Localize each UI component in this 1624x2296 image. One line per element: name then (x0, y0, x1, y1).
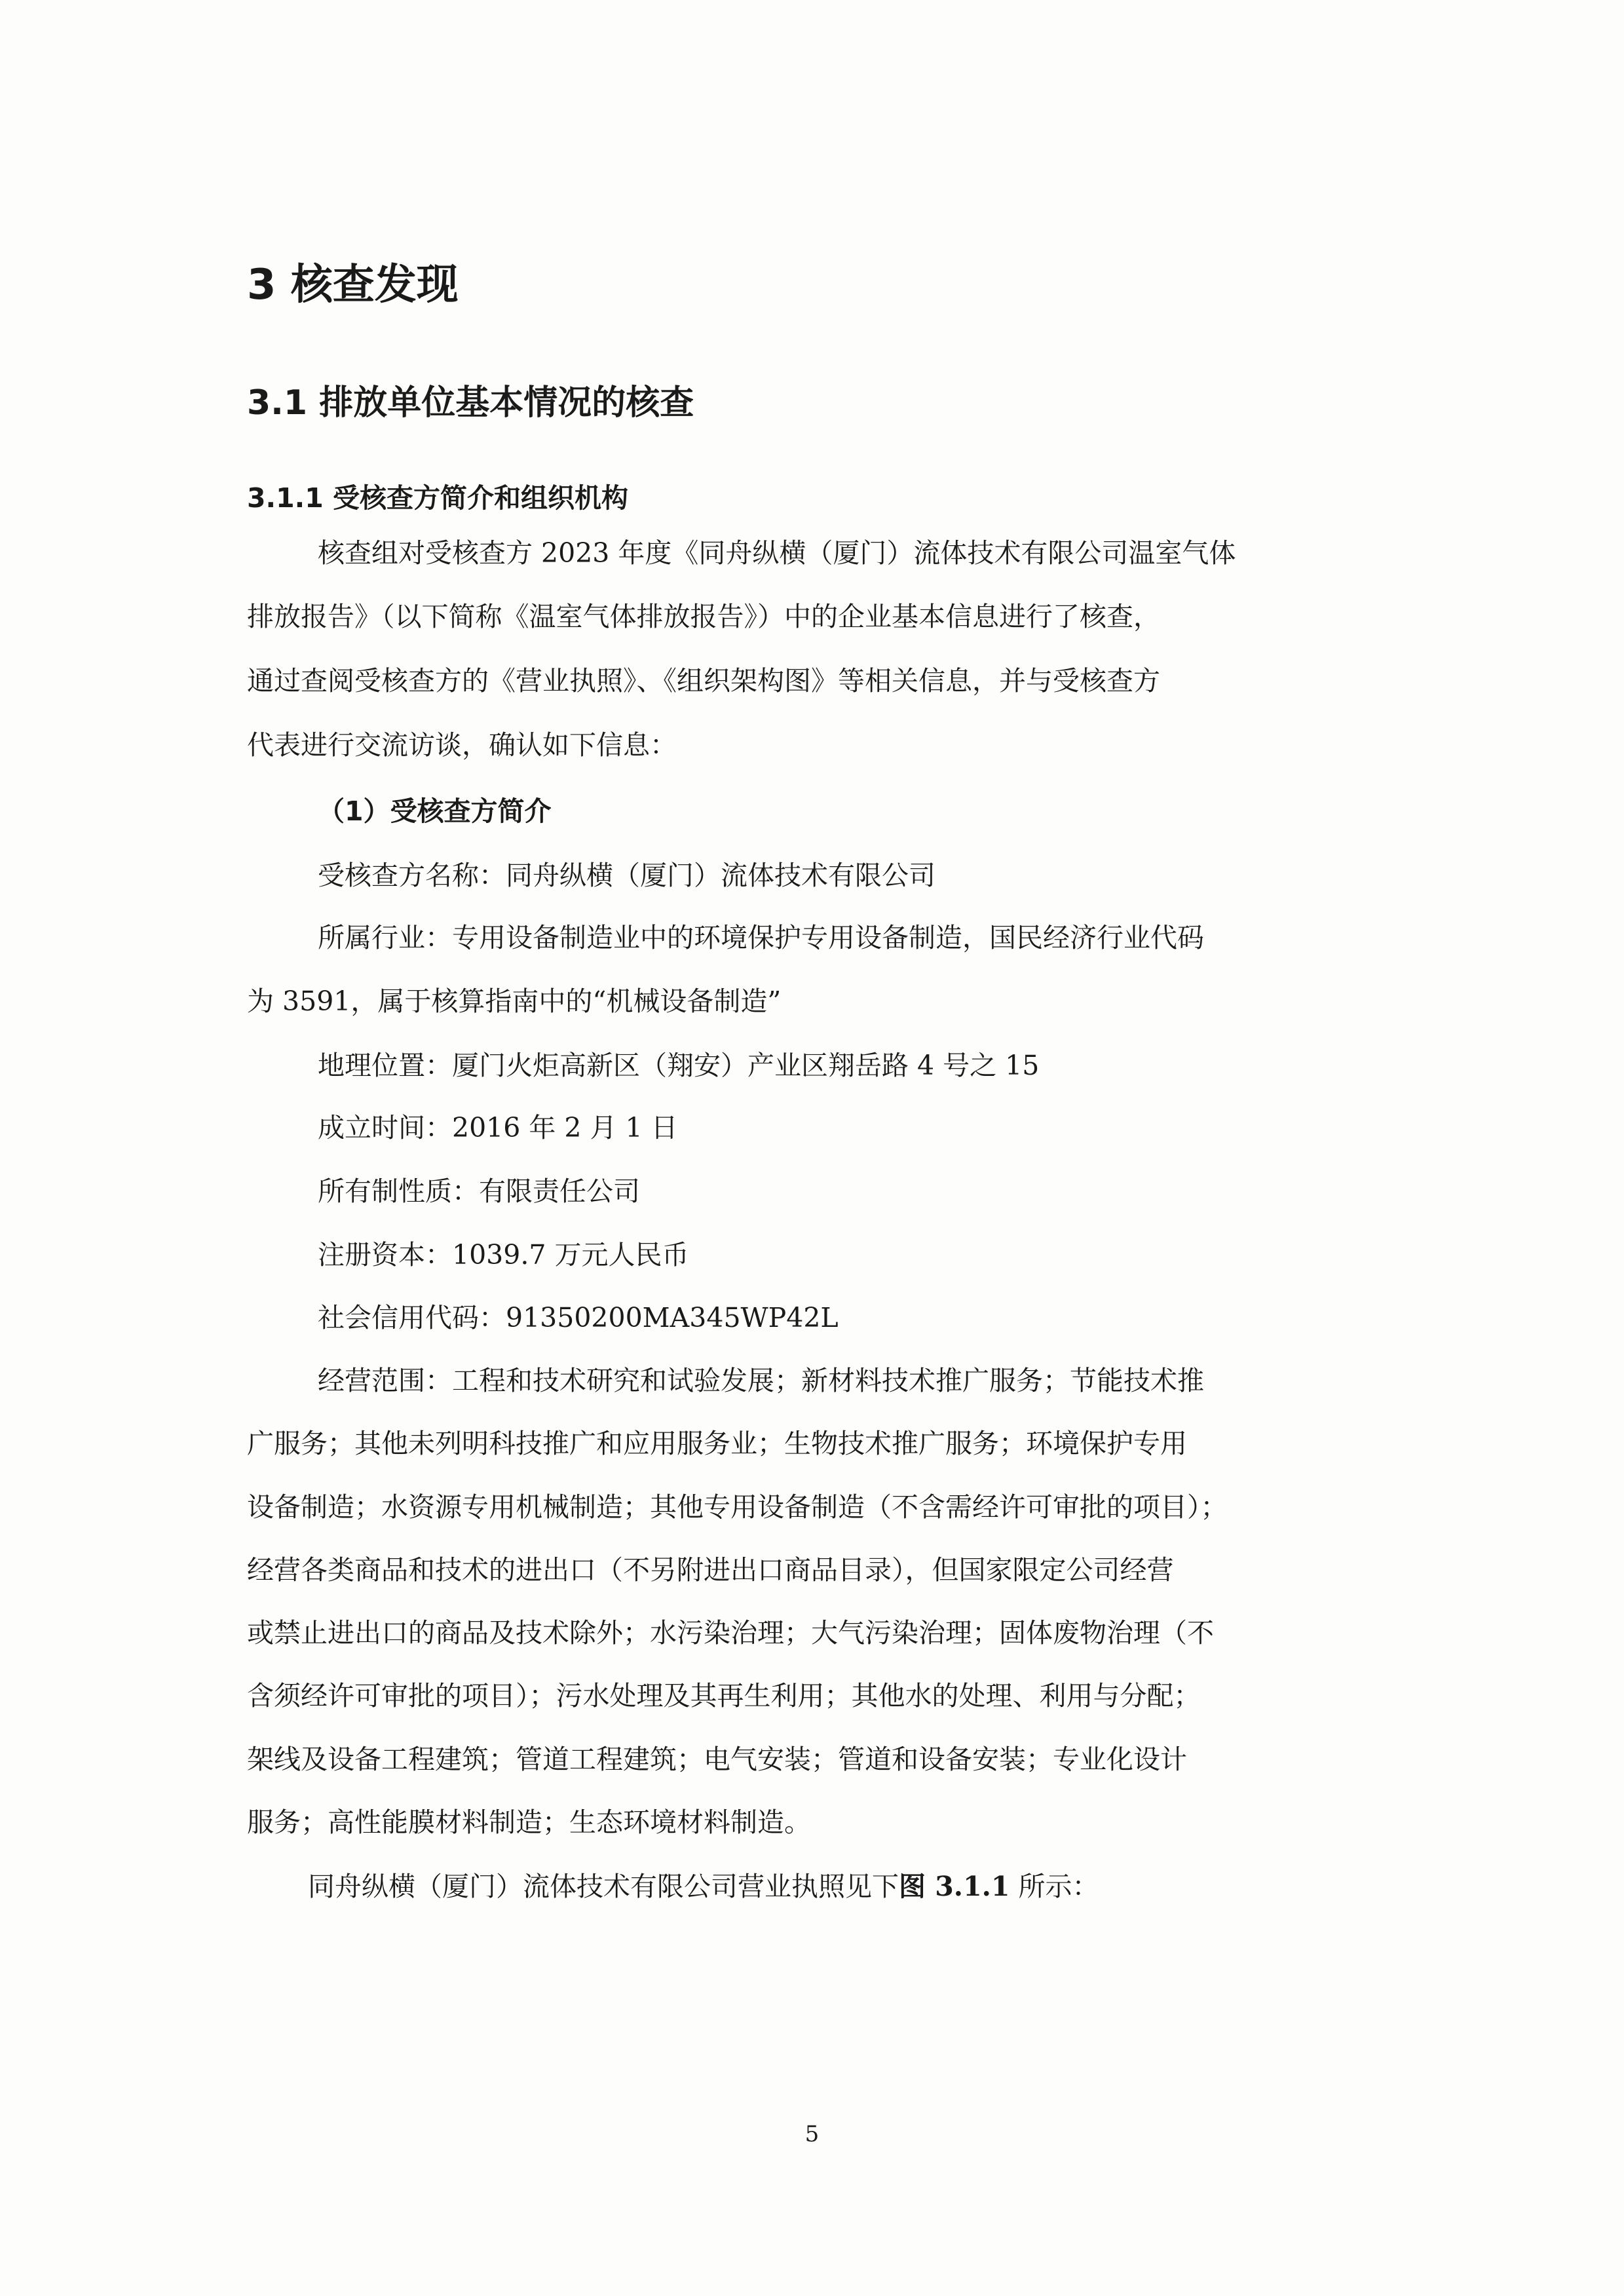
company-name-line: 受核查方名称：同舟纵横（厦门）流体技术有限公司 (318, 860, 935, 891)
figure-ref-suffix: 所示： (1010, 1871, 1099, 1902)
scope-line-7: 架线及设备工程建筑；管道工程建筑；电气安装；管道和设备安装；专业化设计 (247, 1744, 1187, 1775)
heading-level2: 3.1 排放单位基本情况的核查 (247, 383, 694, 423)
intro-line-4: 代表进行交流访谈，确认如下信息： (247, 729, 677, 761)
scope-line-4: 经营各类商品和技术的进出口（不另附进出口商品目录），但国家限定公司经营 (247, 1554, 1174, 1586)
industry-line-1: 所属行业：专用设备制造业中的环境保护专用设备制造，国民经济行业代码 (318, 922, 1204, 953)
page-number: 5 (804, 2121, 820, 2147)
ownership-line: 所有制性质：有限责任公司 (318, 1176, 640, 1207)
industry-line-2: 为 3591，属于核算指南中的“机械设备制造” (247, 985, 782, 1017)
scope-line-3: 设备制造；水资源专用机械制造；其他专用设备制造（不含需经许可审批的项目）； (247, 1491, 1228, 1523)
credit-code-line: 社会信用代码：91350200MA345WP42L (318, 1302, 839, 1333)
figure-ref-text: 同舟纵横（厦门）流体技术有限公司营业执照见下 (308, 1871, 899, 1902)
subheading-company-intro: （1）受核查方简介 (318, 795, 552, 827)
intro-line-1: 核查组对受核查方 2023 年度《同舟纵横（厦门）流体技术有限公司温室气体 (318, 537, 1236, 569)
location-line: 地理位置：厦门火炬高新区（翔安）产业区翔岳路 4 号之 15 (318, 1050, 1040, 1081)
heading-level3: 3.1.1 受核查方简介和组织机构 (247, 482, 629, 514)
scope-line-6: 含须经许可审批的项目）；污水处理及其再生利用；其他水的处理、利用与分配； (247, 1680, 1201, 1712)
scope-line-2: 广服务；其他未列明科技推广和应用服务业；生物技术推广服务；环境保护专用 (247, 1428, 1187, 1459)
founded-line: 成立时间：2016 年 2 月 1 日 (318, 1112, 678, 1143)
scope-line-1: 经营范围：工程和技术研究和试验发展；新材料技术推广服务；节能技术推 (318, 1365, 1204, 1396)
figure-ref-label: 图 3.1.1 (899, 1871, 1010, 1902)
scope-line-5: 或禁止进出口的商品及技术除外；水污染治理；大气污染治理；固体废物治理（不 (247, 1617, 1214, 1649)
intro-line-3: 通过查阅受核查方的《营业执照》、《组织架构图》等相关信息，并与受核查方 (247, 665, 1160, 697)
capital-line: 注册资本：1039.7 万元人民币 (318, 1239, 689, 1271)
figure-reference-line (308, 1866, 1099, 1907)
scope-line-8: 服务；高性能膜材料制造；生态环境材料制造。 (247, 1807, 811, 1838)
heading-level1: 3 核查发现 (247, 261, 459, 309)
intro-line-2: 排放报告》（以下简称《温室气体排放报告》）中的企业基本信息进行了核查， (247, 601, 1160, 632)
